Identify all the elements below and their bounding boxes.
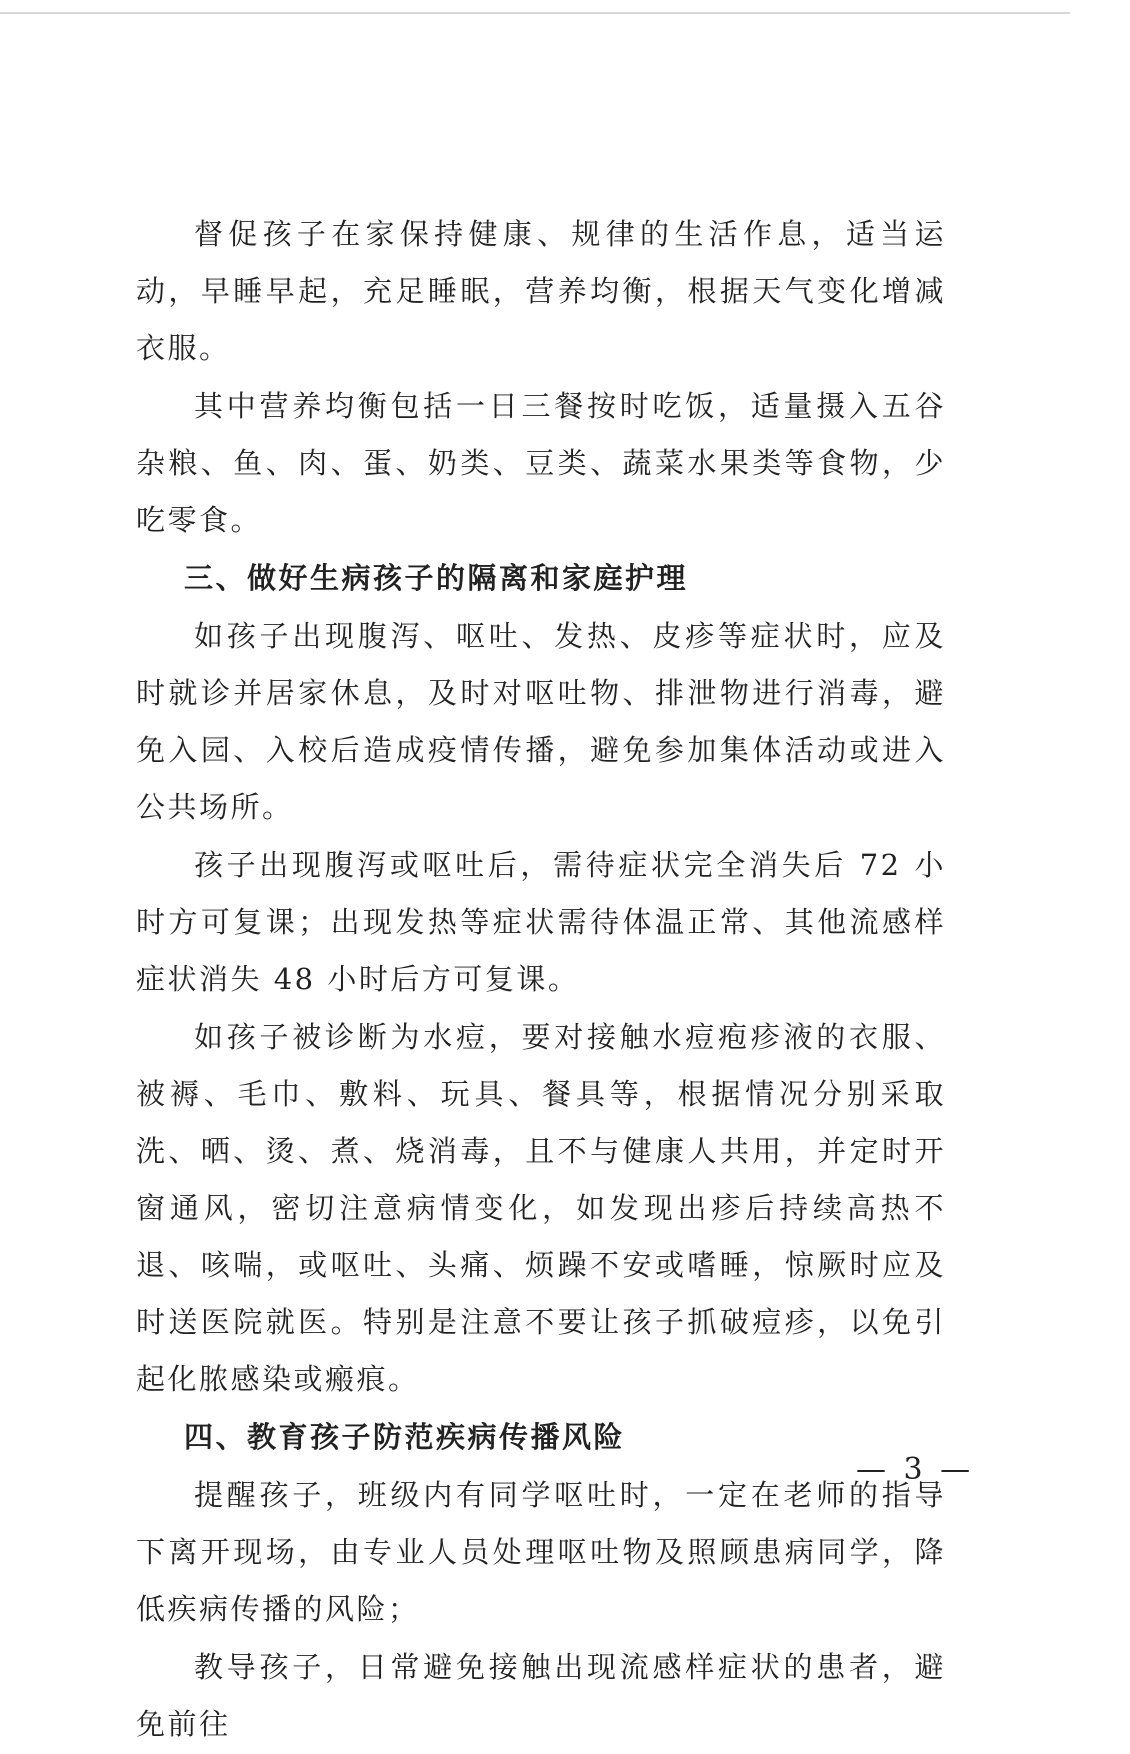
paragraph-balanced-nutrition: 其中营养均衡包括一日三餐按时吃饭，适量摄入五谷杂粮、鱼、肉、蛋、奶类、豆类、蔬菜水果类等食物，少吃零食。: [136, 389, 946, 537]
document-body: [136, 206, 946, 1754]
paragraph-vomiting-classmates: 提醒孩子，班级内有同学呕吐时，一定在老师的指导下离开现场，由专业人员处理呕吐物及照顾患病同学，降低疾病传播的风险；: [136, 1478, 946, 1626]
paragraph-avoid-flu-contact: 教导孩子，日常避免接触出现流感样症状的患者，避免前往: [136, 1650, 946, 1741]
section-heading-3: 三、做好生病孩子的隔离和家庭护理: [184, 561, 689, 595]
paragraph-symptoms-isolation: 如孩子出现腹泻、呕吐、发热、皮疹等症状时，应及时就诊并居家休息，及时对呕吐物、排泄物进行消毒，避免入园、入校后造成疫情传播，避免参加集体活动或进入公共场所。: [136, 619, 946, 824]
top-edge-rule: [0, 12, 1070, 14]
paragraph-healthy-routine: 督促孩子在家保持健康、规律的生活作息，适当运动，早睡早起，充足睡眠，营养均衡，根据天气变化增减衣服。: [136, 217, 946, 365]
page-number: — 3 —: [856, 1452, 975, 1487]
section-heading-4: 四、教育孩子防范疾病传播风险: [184, 1420, 626, 1454]
paragraph-return-to-class: 孩子出现腹泻或呕吐后，需待症状完全消失后 72 小时方可复课；出现发热等症状需待体温正常、其他流感样症状消失 48 小时后方可复课。: [136, 848, 946, 996]
paragraph-chickenpox-care: 如孩子被诊断为水痘，要对接触水痘疱疹液的衣服、被褥、毛巾、敷料、玩具、餐具等，根据情况分别采取洗、晒、烫、煮、烧消毒，且不与健康人共用，并定时开窗通风，密切注意病情变化，如发现出疹后持续高热不退、咳喘，或呕吐、头痛、烦躁不安或嗜睡，惊厥时应及时送医院就医。特别是注意不要让孩子抓破痘疹，以免引起化脓感染或瘢痕。: [136, 1020, 946, 1396]
